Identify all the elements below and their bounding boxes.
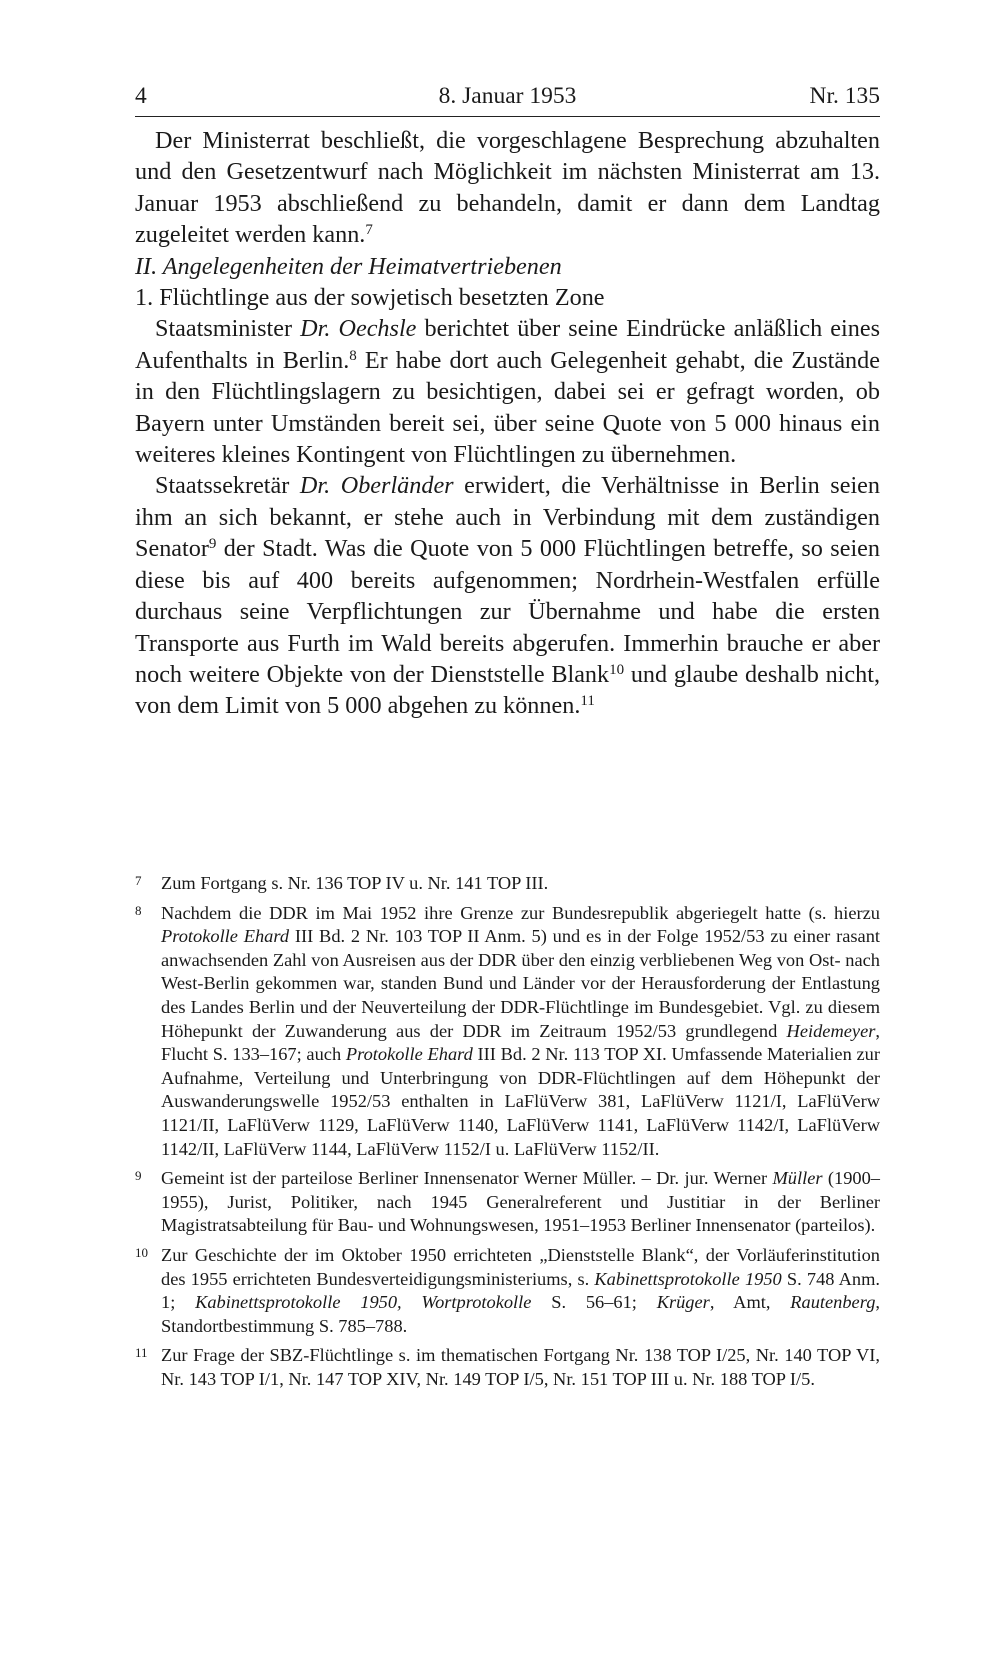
footnote-text: , Standortbestimmung S. 785–788. [161, 1292, 880, 1336]
citation-title: Kabinettsprotokolle 1950 [594, 1268, 782, 1289]
paragraph-text: erwidert, die Verhältnisse in Berlin seien ihm an sich bekannt, er stehe auch in Verbindung mit dem zuständigen Senator [135, 472, 880, 563]
paragraph-text: der Stadt. Was die Quote von 5 000 Flüchtlingen betreffe, so seien diese bis auf 400 bereits aufgenommen; Nordrhein-Westfalen erfülle durchaus seine Verpflichtungen zur Übernahme und habe die ersten Transporte aus Furth im Wald bereits abgerufen. Immerhin brauche er aber noch weitere Objekte von der Dienststelle Blank [135, 535, 880, 688]
paragraph-text: Der Ministerrat beschließt, die vorgeschlagene Besprechung abzuhalten und den Gesetzentwurf nach Möglichkeit im nächsten Ministerrat am 13. Januar 1953 abschließend zu behandeln, damit er dann dem Landtag zugeleitet werden kann. [135, 127, 880, 249]
header-page-number: 4 [135, 83, 147, 109]
paragraph-text: und glaube deshalb nicht, von dem Limit von 5 000 abgehen zu können. [135, 660, 880, 720]
footnote-text: Zum Fortgang s. Nr. 136 TOP IV u. Nr. 141 TOP III. [161, 873, 549, 893]
citation-title: Protokolle Ehard [161, 926, 290, 947]
footnotes-section [135, 872, 880, 1397]
footnote-text: III Bd. 2 Nr. 113 TOP XI. Umfassende Materialien zur Aufnahme, Verteilung und Unterbringung von DDR-Flüchtlingen auf dem Höhepunkt der Auswanderungswelle 1952/53 enthalten in LaFlüVerw 381, LaFlüVerw 1121/I, LaFlüVerw 1121/II, LaFlüVerw 1129, LaFlüVerw 1140, LaFlüVerw 1141, LaFlüVerw 1142/I, LaFlüVerw 1142/II, LaFlüVerw 1144, LaFlüVerw 1152/I u. LaFlüVerw 1152/II. [161, 1044, 880, 1159]
footnote-ref-11[interactable]: 11 [580, 693, 595, 710]
footnote-9 [135, 1167, 880, 1238]
main-text [135, 125, 880, 722]
footnote-number: 8 [135, 902, 142, 918]
header-document-number: Nr. 135 [809, 83, 880, 109]
footnote-ref-8[interactable]: 8 [349, 347, 357, 364]
footnote-number: 11 [135, 1345, 148, 1361]
header-date: 8. Januar 1953 [438, 83, 577, 109]
paragraph-text: Staatsminister [155, 315, 301, 343]
footnote-text: , Flucht S. 133–167; auch [161, 1020, 880, 1065]
citation-author: Krüger [656, 1292, 710, 1313]
footnote-11 [135, 1344, 880, 1391]
paragraph-text: berichtet über seine Eindrücke anläßlich eines Aufenthalts in Berlin. [135, 315, 881, 374]
footnote-number: 10 [135, 1244, 148, 1260]
citation-title: Kabinettsprotokolle 1950, Wortprotokolle [195, 1292, 532, 1313]
footnote-text: Gemeint ist der parteilose Berliner Innensenator Werner Müller. – Dr. jur. Werner [161, 1168, 773, 1189]
speaker-name: Dr. Oechsle [300, 315, 417, 343]
footnote-text: S. 56–61; [531, 1292, 657, 1313]
footnote-text: , Amt, [709, 1292, 791, 1313]
paragraph-oberlaender [135, 470, 880, 721]
speaker-name: Dr. Oberländer [299, 472, 454, 500]
footnote-ref-10[interactable]: 10 [609, 661, 625, 678]
paragraph-text: Er habe dort auch Gelegenheit gehabt, die Zustände in den Flüchtlingslagern zu besichtigen, dabei sei er gefragt worden, ob Bayern unter Umständen bereit sei, über seine Quote von 5 000 hinaus ein weiteres kleines Kontingent von Flüchtlingen zu übernehmen. [135, 346, 880, 469]
person-name: Müller [772, 1168, 823, 1189]
running-head [135, 78, 880, 117]
footnote-text: (1900–1955), Jurist, Politiker, nach 1945 Generalreferent und Justitiar in der Berliner Magistratsabteilung für Bau- und Wohnungswesen, 1951–1953 Berliner Innensenator (parteilos). [161, 1168, 880, 1236]
section-heading: II. Angelegenheiten der Heimatvertriebenen [135, 252, 562, 280]
footnote-text: Nachdem die DDR im Mai 1952 ihre Grenze zur Bundesrepublik abgeriegelt hatte (s. hierzu [161, 902, 880, 923]
citation-title: Protokolle Ehard [345, 1044, 473, 1065]
footnote-8 [135, 902, 880, 1162]
footnote-number: 7 [135, 873, 142, 888]
footnote-10 [135, 1244, 880, 1338]
paragraph-oechsle [135, 313, 880, 470]
footnote-ref-7[interactable]: 7 [365, 222, 373, 239]
footnote-text: III Bd. 2 Nr. 103 TOP II Anm. 5) und es in der Folge 1952/53 zu einer rasant anwachsenden Zahl von Ausreisen aus der DDR über den einzig verbliebenen Weg von Ost- nach West-Berlin gekommen war, standen Bund und Länder vor der Herausforderung der Entlastung des Landes Berlin und der Neuverteilung der DDR-Flüchtlinge im Bundesgebiet. Vgl. zu diesem Höhepunkt der Zuwanderung aus der DDR im Zeitraum 1952/53 grundlegend [161, 926, 880, 1041]
footnote-text: S. 748 Anm. 1; [161, 1268, 881, 1313]
footnote-number: 9 [135, 1168, 142, 1184]
page-content [135, 78, 880, 722]
citation-author: Heidemeyer [786, 1020, 876, 1041]
footnote-text: Zur Geschichte der im Oktober 1950 errichteten „Dienststelle Blank“, der Vorläuferinstitution des 1955 errichteten Bundesverteidigungsministeriums, s. [161, 1244, 880, 1289]
footnote-ref-9[interactable]: 9 [208, 536, 217, 553]
paragraph-text: Staatssekretär [155, 472, 300, 500]
paragraph-resolution [135, 125, 880, 251]
footnote-text: Zur Frage der SBZ-Flüchtlinge s. im thematischen Fortgang Nr. 138 TOP I/25, Nr. 140 TOP VI, Nr. 143 TOP I/1, Nr. 147 TOP XIV, Nr. 149 TOP I/5, Nr. 151 TOP III u. Nr. 188 TOP I/5. [161, 1345, 880, 1389]
sub-heading: 1. Flüchtlinge aus der sowjetisch besetzten Zone [135, 284, 605, 312]
footnote-7 [135, 872, 880, 896]
citation-author: Rautenberg [790, 1292, 876, 1313]
